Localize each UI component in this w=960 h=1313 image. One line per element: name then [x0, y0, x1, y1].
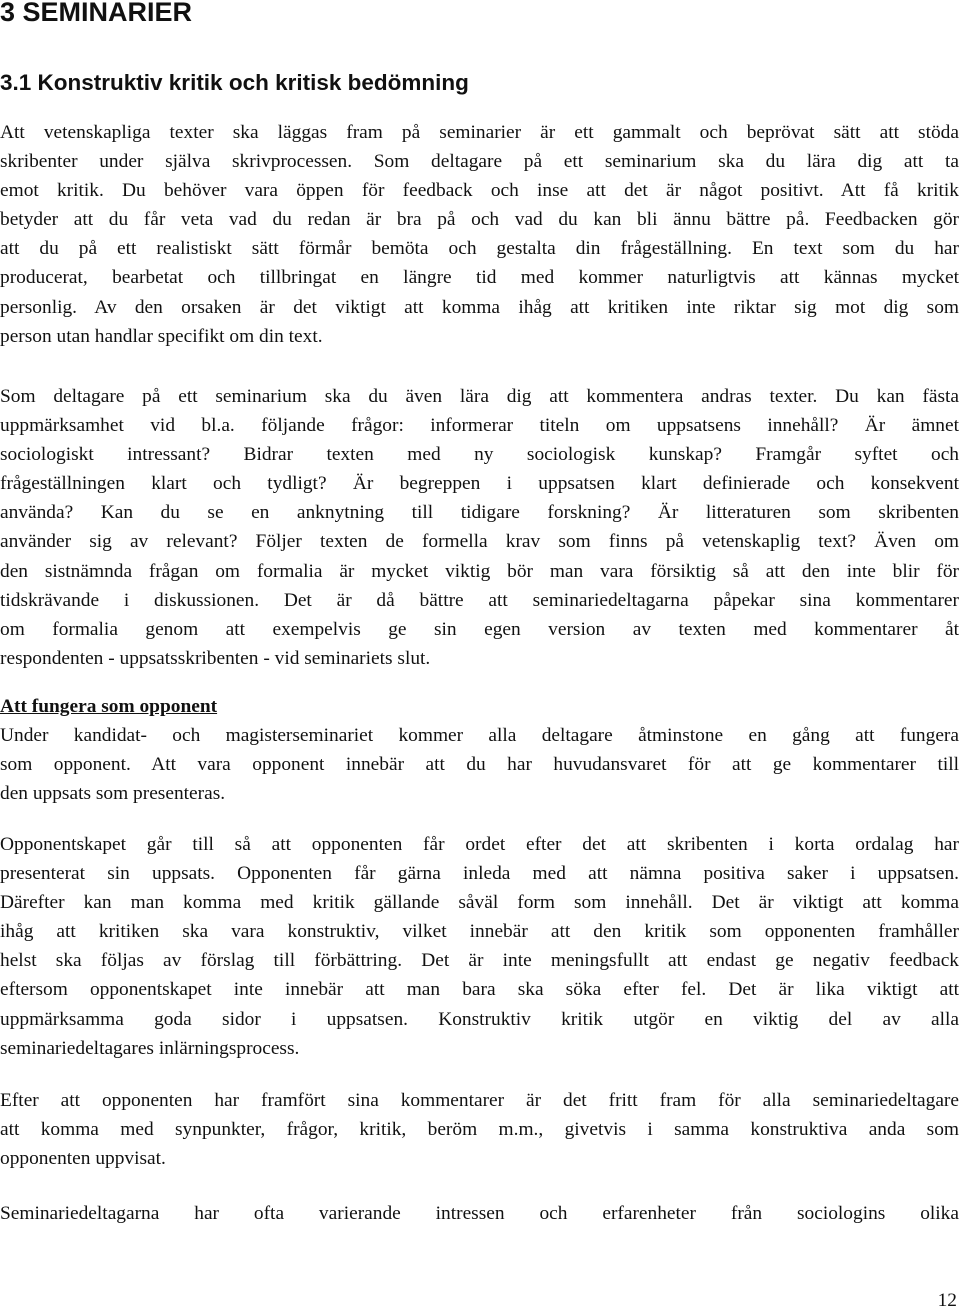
- paragraph-line: producerat, bearbetat och tillbringat en längre tid med kommer naturligtvis att kännas mycket: [0, 267, 959, 289]
- paragraph-line: uppmärksamhet vid bl.a. följande frågor: informerar titeln om uppsatsens innehåll? Är ämnet: [0, 415, 959, 437]
- paragraph-4: [0, 830, 959, 1063]
- paragraph-line: Opponentskapet går till så att opponenten får ordet efter det att skribenten i korta ordalag har: [0, 834, 959, 855]
- paragraph-1: [0, 118, 959, 351]
- paragraph-line: seminariedeltagares inlärningsprocess.: [0, 1037, 300, 1059]
- paragraph-2: [0, 382, 959, 673]
- paragraph-line: emot kritik. Du behöver vara öppen för feedback och inse att det är något positivt. Att få kritik: [0, 180, 959, 202]
- paragraph-line: eftersom opponentskapet inte innebär att man bara ska söka efter fel. Det är lika viktigt att: [0, 979, 959, 1001]
- paragraph-line: personlig. Av den orsaken är det viktigt att komma ihåg att kritiken inte riktar sig mot dig som: [0, 296, 959, 318]
- paragraph-5: [0, 1086, 959, 1173]
- subsection-heading: Att fungera som opponent: [0, 696, 218, 717]
- paragraph-line: uppmärksamma goda sidor i uppsatsen. Konstruktiv kritik utgör en viktig del av alla: [0, 1008, 959, 1030]
- chapter-heading: 3 SEMINARIER: [0, 0, 193, 27]
- paragraph-line: opponenten uppvisat.: [0, 1148, 166, 1170]
- paragraph-line: Som deltagare på ett seminarium ska du även lära dig att kommentera andras texter. Du kan fästa: [0, 386, 959, 407]
- paragraph-line: Att vetenskapliga texter ska läggas fram på seminarier är ett gammalt och beprövat sätt att stöda: [0, 122, 959, 143]
- paragraph-line: ihåg att kritiken ska vara konstruktiv, vilket innebär att den kritik som opponenten framhåller: [0, 921, 959, 943]
- paragraph-line: Efter att opponenten har framfört sina kommentarer är det fritt fram för alla seminariedeltagare: [0, 1090, 959, 1111]
- paragraph-line: som opponent. Att vara opponent innebär att du har huvudansvaret för att ge kommentarer till: [0, 754, 959, 776]
- paragraph-line: om formalia genom att exempelvis ge sin egen version av texten med kommentarer åt: [0, 618, 959, 640]
- paragraph-line: respondenten - uppsatsskribenten - vid seminariets slut.: [0, 647, 431, 669]
- paragraph-line: helst ska följas av förslag till förbättring. Det är inte meningsfullt att endast ge negativ feedback: [0, 950, 959, 972]
- paragraph-6: [0, 1199, 959, 1228]
- paragraph-line: Därefter kan man komma med kritik gällande såväl form som innehåll. Det är viktigt att komma: [0, 892, 959, 914]
- paragraph-line: att du på ett realistiskt sätt förmår bemöta och gestalta din frågeställning. En text som du har: [0, 238, 959, 260]
- paragraph-line: Under kandidat- och magisterseminariet kommer alla deltagare åtminstone en gång att fungera: [0, 725, 959, 747]
- paragraph-line: att komma med synpunkter, frågor, kritik, beröm m.m., givetvis i samma konstruktiva anda som: [0, 1119, 959, 1141]
- paragraph-line: Seminariedeltagarna har ofta varierande intressen och erfarenheter från sociologins olika: [0, 1203, 959, 1224]
- paragraph-line: sociologiskt intressant? Bidrar texten med ny sociologisk kunskap? Framgår syftet och: [0, 444, 959, 466]
- paragraph-3: [0, 692, 959, 808]
- paragraph-line: presenterat sin uppsats. Opponenten får gärna inleda med att nämna positiva saker i uppsatsen.: [0, 863, 959, 885]
- paragraph-line: den sistnämnda frågan om formalia är mycket viktig bör man vara försiktig så att den inte blir för: [0, 560, 959, 582]
- paragraph-line: person utan handlar specifikt om din text.: [0, 325, 323, 347]
- paragraph-line: frågeställningen klart och tydligt? Är begreppen i uppsatsen klart definierade och konsekvent: [0, 473, 959, 495]
- paragraph-line: skribenter under själva skrivprocessen. Som deltagare på ett seminarium ska du lära dig att ta: [0, 151, 959, 173]
- paragraph-line: betyder att du får veta vad du redan är bra på och vad du kan bli ännu bättre på. Feedbacken gör: [0, 209, 959, 231]
- paragraph-line: använda? Kan du se en anknytning till tidigare forskning? Är litteraturen som skribenten: [0, 502, 959, 524]
- paragraph-line: den uppsats som presenteras.: [0, 783, 226, 805]
- paragraph-line: tidskrävande i diskussionen. Det är då bättre att seminariedeltagarna påpekar sina kommentarer: [0, 589, 959, 611]
- paragraph-line: använder sig av relevant? Följer texten de formella krav som finns på vetenskaplig text? Även om: [0, 531, 959, 553]
- page-number: 12: [937, 1290, 957, 1311]
- section-heading: 3.1 Konstruktiv kritik och kritisk bedömning: [0, 70, 469, 95]
